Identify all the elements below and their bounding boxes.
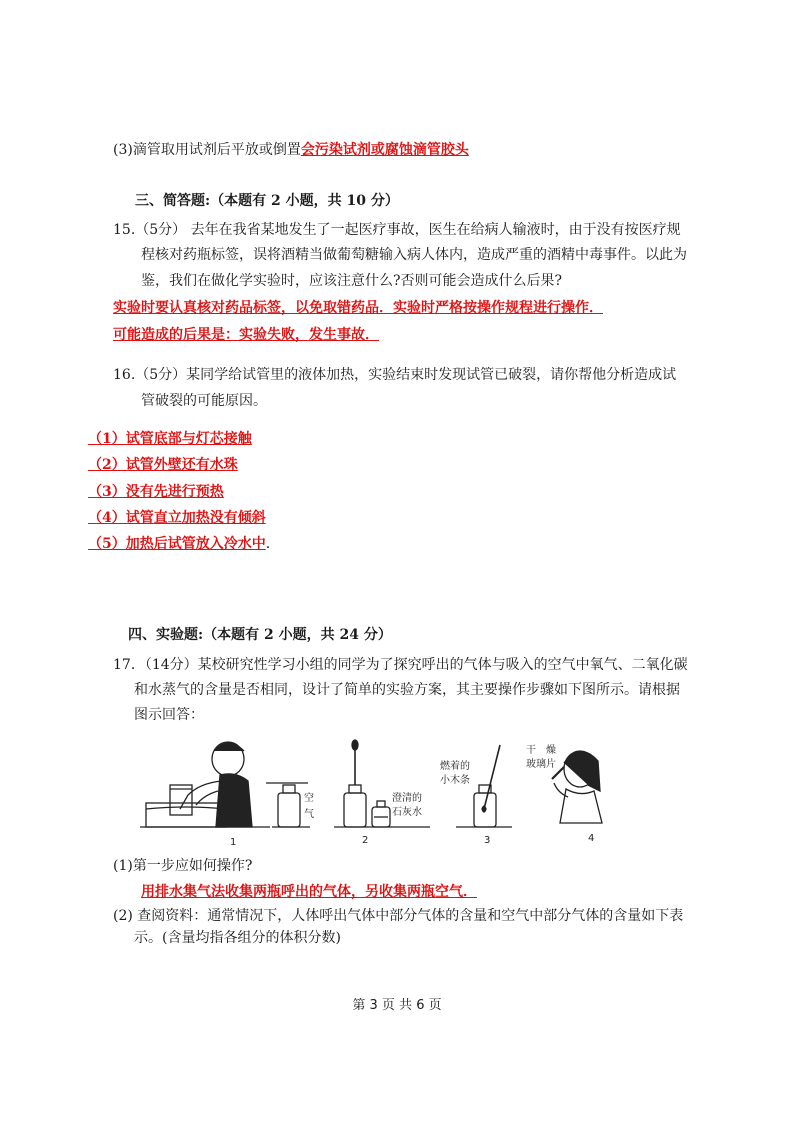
step3-burning-stick-illustration [456, 745, 512, 827]
experiment-figure [140, 735, 620, 850]
label-stick-1: 燃着的 [440, 761, 470, 772]
q14-item3 [113, 141, 469, 159]
section4-heading: 四、实验题:（本题有 2 小题，共 24 分） [128, 627, 392, 643]
label-limewater-1: 澄清的 [392, 793, 422, 804]
label-glass-1: 干 燥 [526, 745, 556, 756]
q16-answer-3: （3）没有先进行预热 [88, 484, 224, 500]
section3-heading: 三、简答题:（本题有 2 小题，共 10 分） [135, 193, 399, 209]
label-air-1: 空 [304, 793, 314, 804]
step-number-2: 2 [362, 835, 369, 846]
q17-sub1-question: (1)第一步应如何操作? [113, 858, 253, 874]
q15-answer1: 实验时要认真核对药品标签，以免取错药品．实验时严格按操作规程进行操作． [113, 300, 603, 316]
q14-item3-prefix: (3)滴管取用试剂后平放或倒置 [113, 142, 301, 158]
step-number-4: 4 [588, 833, 595, 844]
air-bottle-illustration [266, 783, 310, 827]
q17-sub2-line2: 示。(含量均指各组分的体积分数) [134, 930, 341, 946]
q17-line1: 17．（14分）某校研究性学习小组的同学为了探究呼出的气体与吸入的空气中氧气、二氧化碳 [113, 657, 688, 673]
q16-answer-5-row [88, 535, 270, 553]
q15-line1: 15.（5分） 去年在我省某地发生了一起医疗事故，医生在给病人输液时，由于没有按医疗规 [113, 222, 681, 238]
step1-water-trough-illustration [140, 742, 270, 827]
q17-sub1-answer: 用排水集气法收集两瓶呼出的气体，另收集两瓶空气． [141, 884, 477, 900]
q16-answer-2: （2）试管外壁还有水珠 [88, 457, 238, 473]
label-air-2: 气 [304, 809, 314, 820]
q14-item3-answer: 会污染试剂或腐蚀滴管胶头 [300, 142, 469, 158]
label-limewater-2: 石灰水 [392, 807, 422, 818]
q15-line2: 程核对药瓶标签，误将酒精当做葡萄糖输入病人体内，造成严重的酒精中毒事件。以此为 [141, 247, 687, 263]
q15-answer2: 可能造成的后果是：实验失败，发生事故． [113, 327, 379, 343]
q17-line2: 和水蒸气的含量是否相同，设计了简单的实验方案，其主要操作步骤如下图所示。请根据 [134, 682, 680, 698]
q16-answer-4: （4）试管直立加热没有倾斜 [88, 510, 266, 526]
q17-sub2-line1: (2) 查阅资料：通常情况下，人体呼出气体中部分气体的含量和空气中部分气体的含量如下表 [113, 908, 684, 924]
step-number-1: 1 [230, 837, 237, 848]
q17-line3: 图示回答： [134, 707, 204, 723]
label-glass-2: 玻璃片 [526, 759, 556, 770]
step-number-3: 3 [484, 835, 491, 846]
q16-answer-5: （5）加热后试管放入冷水中 [88, 536, 266, 552]
q16-answer-1: （1）试管底部与灯芯接触 [88, 431, 252, 447]
q16-line1: 16.（5分）某同学给试管里的液体加热，实验结束时发现试管已破裂，请你帮他分析造成试 [113, 367, 677, 383]
q15-line3: 鉴，我们在做化学实验时，应该注意什么?否则可能会造成什么后果? [141, 273, 563, 289]
page-footer: 第 3 页 共 6 页 [352, 998, 442, 1013]
q16-trailing-period: . [265, 536, 271, 552]
q16-line2: 管破裂的可能原因。 [141, 393, 267, 409]
label-stick-2: 小木条 [440, 775, 470, 786]
step4-glass-plate-illustration [552, 751, 602, 823]
